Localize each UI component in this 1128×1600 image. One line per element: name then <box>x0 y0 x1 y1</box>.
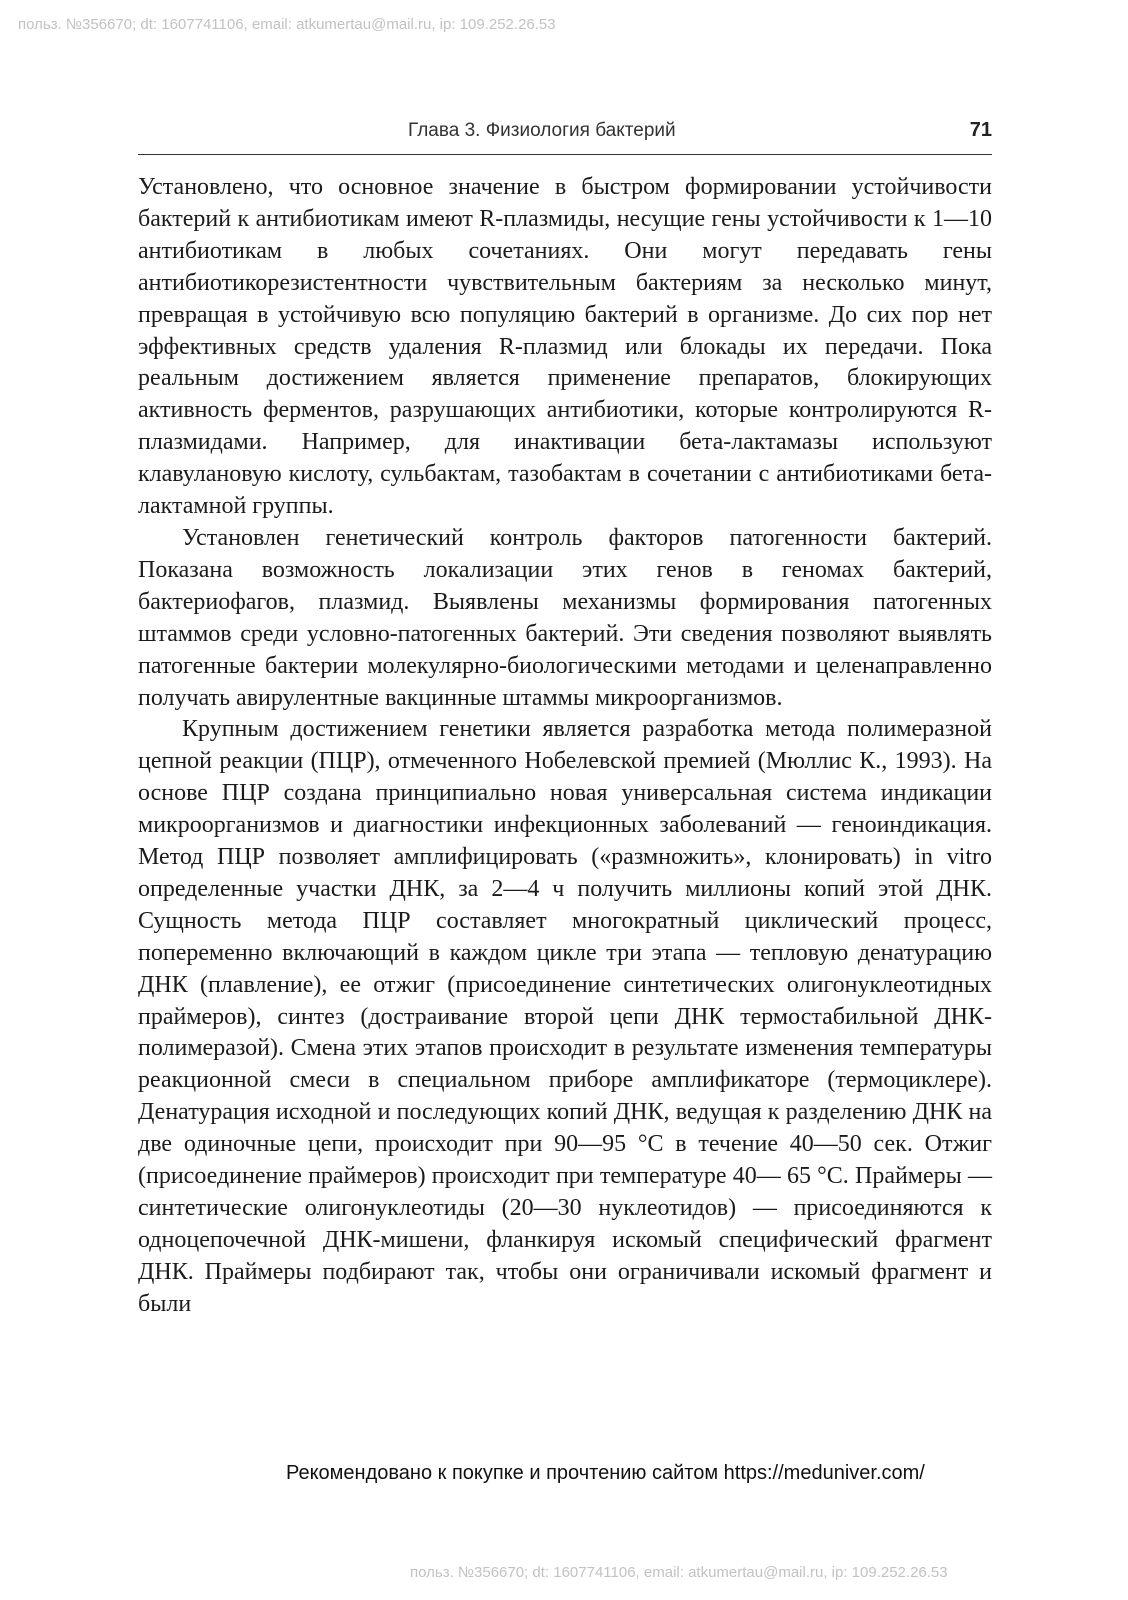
promo-line: Рекомендовано к покупке и прочтению сайтом https://meduniver.com/ <box>286 1462 925 1484</box>
watermark-top: польз. №356670; dt: 1607741106, email: atkumertau@mail.ru, ip: 109.252.26.53 <box>18 16 556 33</box>
running-head <box>138 116 992 155</box>
page-number: 71 <box>969 119 992 141</box>
paragraph-3: Крупным достижением генетики является разработка метода полимеразной цепной реакции (ПЦР), отмеченного Нобелевской премией (Мюллис К., 1993). На основе ПЦР создана принципиально новая универсальная система индикации микроорганизмов и диагностики инфекционных заболеваний — геноиндикация. Метод ПЦР позволяет амплифицировать («размножить», клонировать) in vitro определенные участки ДНК, за 2—4 ч получить миллионы копий этой ДНК. Сущность метода ПЦР составляет многократный циклический процесс, попеременно включающий в каждом цикле три этапа — тепловую денатурацию ДНК (плавление), ее отжиг (присоединение синтетических олигонуклеотидных праймеров), синтез (достраивание второй цепи ДНК термостабильной ДНК-полимеразой). Смена этих этапов происходит в результате изменения температуры реакционной смеси в специальном приборе амплификаторе (термоциклере). Денатурация исходной и последующих копий ДНК, ведущая к разделению ДНК на две одиночные цепи, происходит при 90—95 °С в течение 40—50 сек. Отжиг (присоединение праймеров) происходит при температуре 40— 65 °С. Праймеры — синтетические олигонуклеотиды (20—30 нуклеотидов) — присоединяются к одноцепочечной ДНК-мишени, фланкируя искомый специфический фрагмент ДНК. Праймеры подбирают так, чтобы они ограничивали искомый фрагмент и были <box>138 716 992 1317</box>
watermark-bottom: польз. №356670; dt: 1607741106, email: atkumertau@mail.ru, ip: 109.252.26.53 <box>410 1564 948 1581</box>
body-text <box>138 172 992 1321</box>
paragraph-1: Установлено, что основное значение в быстром формировании устойчивости бактерий к антибиотикам имеют R-плазмиды, несущие гены устойчивости к 1—10 антибиотикам в любых сочетаниях. Они могут передавать гены антибиотикорезистентности чувствительным бактериям за несколько минут, превращая в устойчивую всю популяцию бактерий в организме. До сих пор нет эффективных средств удаления R-плазмид или блокады их передачи. Пока реальным достижением является применение препаратов, блокирующих активность ферментов, разрушающих антибиотики, которые контролируются R-плазмидами. Например, для инактивации бета-лактамазы используют клавулановую кислоту, сульбактам, тазобактам в сочетании с антибиотиками бета-лактамной группы. <box>138 174 992 520</box>
paragraph-2: Установлен генетический контроль факторов патогенности бактерий. Показана возможность локализации этих генов в геномах бактерий, бактериофагов, плазмид. Выявлены механизмы формирования патогенных штаммов среди условно-патогенных бактерий. Эти сведения позволяют выявлять патогенные бактерии молекулярно-биологическими методами и целенаправленно получать авирулентные вакцинные штаммы микроорганизмов. <box>138 524 992 711</box>
chapter-title: Глава 3. Физиология бактерий <box>408 120 676 141</box>
